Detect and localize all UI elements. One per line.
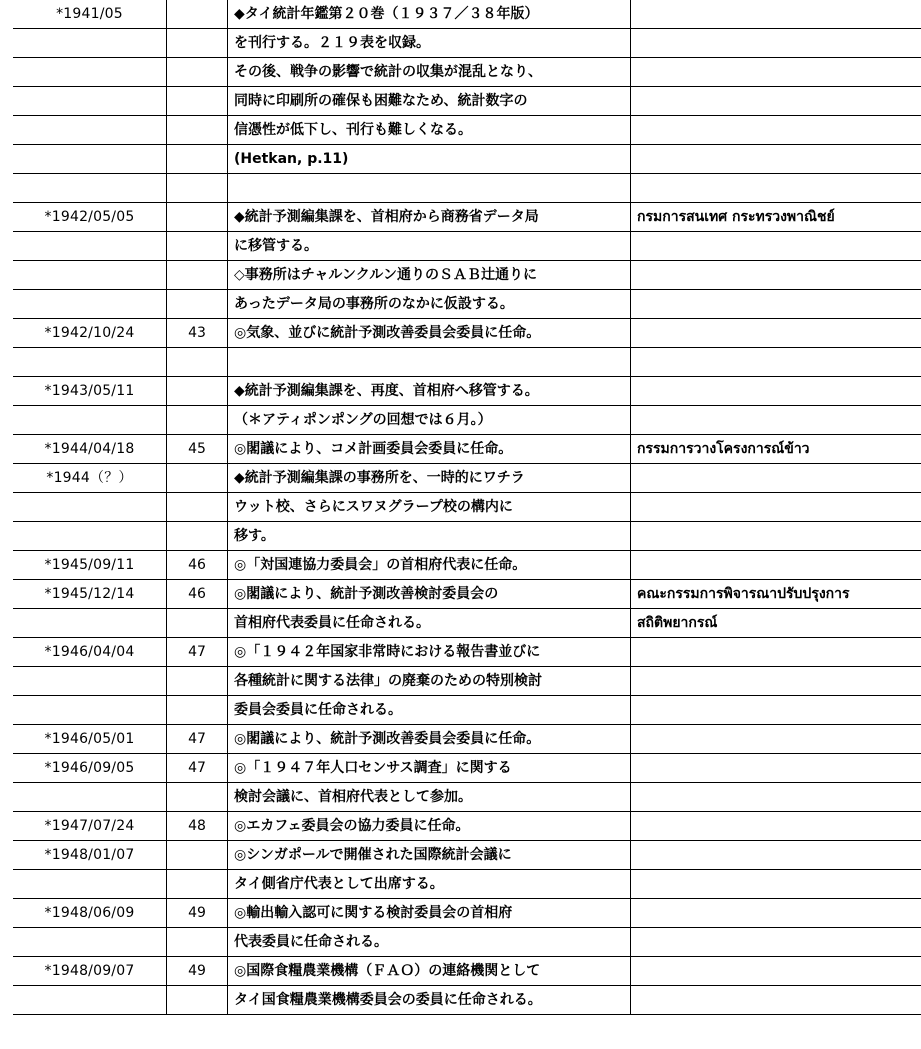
date-cell: *1944（？） xyxy=(13,464,167,493)
thai-term-cell xyxy=(631,87,921,116)
table-row xyxy=(13,754,921,783)
age-cell: 49 xyxy=(167,899,228,928)
thai-term-cell xyxy=(631,377,921,406)
date-cell xyxy=(13,87,167,116)
thai-term-cell: สถิติพยากรณ์ xyxy=(631,609,921,638)
age-cell: 46 xyxy=(167,551,228,580)
age-cell xyxy=(167,232,228,261)
age-cell xyxy=(167,29,228,58)
event-text-cell: ◎国際食糧農業機構（ＦＡＯ）の連絡機関として xyxy=(228,957,631,986)
date-cell xyxy=(13,116,167,145)
event-text-cell: 委員会委員に任命される。 xyxy=(228,696,631,725)
date-cell xyxy=(13,348,167,377)
table-row xyxy=(13,0,921,29)
table-row xyxy=(13,377,921,406)
event-text-cell: その後、戦争の影響で統計の収集が混乱となり、 xyxy=(228,58,631,87)
table-row xyxy=(13,116,921,145)
table-row xyxy=(13,348,921,377)
table-row xyxy=(13,522,921,551)
event-text-cell: あったデータ局の事務所のなかに仮設する。 xyxy=(228,290,631,319)
event-text-cell: ◎気象、並びに統計予測改善委員会委員に任命。 xyxy=(228,319,631,348)
event-text-cell: ◇事務所はチャルンクルン通りのＳＡＢ辻通りに xyxy=(228,261,631,290)
table-row xyxy=(13,493,921,522)
thai-term-cell xyxy=(631,986,921,1015)
thai-term-cell xyxy=(631,58,921,87)
date-cell: *1948/06/09 xyxy=(13,899,167,928)
age-cell xyxy=(167,841,228,870)
date-cell xyxy=(13,145,167,174)
thai-term-cell xyxy=(631,812,921,841)
event-text-cell: ◆タイ統計年鑑第２０巻（１９３７／３８年版） xyxy=(228,0,631,29)
date-cell: *1946/05/01 xyxy=(13,725,167,754)
table-row xyxy=(13,58,921,87)
age-cell: 43 xyxy=(167,319,228,348)
thai-term-cell xyxy=(631,290,921,319)
table-row xyxy=(13,580,921,609)
thai-term-cell: กรมการสนเทศ กระทรวงพาณิชย์ xyxy=(631,203,921,232)
event-text-cell: 首相府代表委員に任命される。 xyxy=(228,609,631,638)
date-cell xyxy=(13,232,167,261)
age-cell xyxy=(167,290,228,319)
thai-term-cell xyxy=(631,116,921,145)
date-cell: *1946/04/04 xyxy=(13,638,167,667)
thai-term-cell xyxy=(631,725,921,754)
table-row xyxy=(13,87,921,116)
date-cell xyxy=(13,174,167,203)
event-text-cell: 移す。 xyxy=(228,522,631,551)
chronology-table xyxy=(13,0,921,1015)
thai-term-cell xyxy=(631,29,921,58)
date-cell xyxy=(13,290,167,319)
thai-term-cell xyxy=(631,464,921,493)
table-row xyxy=(13,957,921,986)
event-text-cell: （＊アティポンポングの回想では６月。） xyxy=(228,406,631,435)
thai-term-cell xyxy=(631,261,921,290)
table-row xyxy=(13,638,921,667)
thai-term-cell xyxy=(631,174,921,203)
event-text-cell: ◎「対国連協力委員会」の首相府代表に任命。 xyxy=(228,551,631,580)
event-text-cell: (Hetkan, p.11) xyxy=(228,145,631,174)
age-cell xyxy=(167,522,228,551)
thai-term-cell xyxy=(631,928,921,957)
table-row xyxy=(13,406,921,435)
age-cell xyxy=(167,87,228,116)
table-row xyxy=(13,667,921,696)
age-cell: 47 xyxy=(167,638,228,667)
table-row xyxy=(13,609,921,638)
date-cell xyxy=(13,783,167,812)
age-cell xyxy=(167,261,228,290)
event-text-cell xyxy=(228,348,631,377)
event-text-cell: タイ国食糧農業機構委員会の委員に任命される。 xyxy=(228,986,631,1015)
event-text-cell: 各種統計に関する法律」の廃棄のための特別検討 xyxy=(228,667,631,696)
table-row xyxy=(13,928,921,957)
table-row xyxy=(13,870,921,899)
event-text-cell: に移管する。 xyxy=(228,232,631,261)
event-text-cell: ウット校、さらにスワヌグラープ校の構内に xyxy=(228,493,631,522)
date-cell: *1943/05/11 xyxy=(13,377,167,406)
event-text-cell: 代表委員に任命される。 xyxy=(228,928,631,957)
date-cell: *1947/07/24 xyxy=(13,812,167,841)
date-cell: *1945/09/11 xyxy=(13,551,167,580)
date-cell xyxy=(13,58,167,87)
date-cell: *1948/01/07 xyxy=(13,841,167,870)
date-cell xyxy=(13,609,167,638)
age-cell xyxy=(167,116,228,145)
event-text-cell: ◎閣議により、統計予測改善検討委員会の xyxy=(228,580,631,609)
age-cell xyxy=(167,203,228,232)
event-text-cell: ◎「１９４７年人口センサス調査」に関する xyxy=(228,754,631,783)
age-cell xyxy=(167,696,228,725)
date-cell: *1948/09/07 xyxy=(13,957,167,986)
thai-term-cell xyxy=(631,638,921,667)
date-cell xyxy=(13,928,167,957)
age-cell xyxy=(167,870,228,899)
date-cell: *1942/10/24 xyxy=(13,319,167,348)
thai-term-cell xyxy=(631,841,921,870)
age-cell xyxy=(167,493,228,522)
table-row xyxy=(13,232,921,261)
age-cell: 47 xyxy=(167,725,228,754)
thai-term-cell xyxy=(631,551,921,580)
age-cell xyxy=(167,783,228,812)
event-text-cell: ◎エカフェ委員会の協力委員に任命。 xyxy=(228,812,631,841)
event-text-cell: タイ側省庁代表として出席する。 xyxy=(228,870,631,899)
date-cell: *1941/05 xyxy=(13,0,167,29)
age-cell: 49 xyxy=(167,957,228,986)
event-text-cell: 信憑性が低下し、刊行も難しくなる。 xyxy=(228,116,631,145)
age-cell xyxy=(167,464,228,493)
event-text-cell: 検討会議に、首相府代表として参加。 xyxy=(228,783,631,812)
thai-term-cell xyxy=(631,145,921,174)
table-row xyxy=(13,841,921,870)
thai-term-cell xyxy=(631,319,921,348)
event-text-cell: ◎閣議により、統計予測改善委員会委員に任命。 xyxy=(228,725,631,754)
event-text-cell: を刊行する。２１９表を収録。 xyxy=(228,29,631,58)
date-cell xyxy=(13,870,167,899)
table-row xyxy=(13,174,921,203)
age-cell xyxy=(167,174,228,203)
table-row xyxy=(13,899,921,928)
table-row xyxy=(13,812,921,841)
date-cell xyxy=(13,406,167,435)
event-text-cell: ◆統計予測編集課を、首相府から商務省データ局 xyxy=(228,203,631,232)
table-row xyxy=(13,203,921,232)
date-cell: *1942/05/05 xyxy=(13,203,167,232)
thai-term-cell: กรรมการวางโครงการณ์ข้าว xyxy=(631,435,921,464)
thai-term-cell xyxy=(631,493,921,522)
event-text-cell xyxy=(228,174,631,203)
thai-term-cell xyxy=(631,899,921,928)
thai-term-cell xyxy=(631,232,921,261)
date-cell xyxy=(13,696,167,725)
event-text-cell: ◆統計予測編集課の事務所を、一時的にワチラ xyxy=(228,464,631,493)
thai-term-cell xyxy=(631,957,921,986)
date-cell: *1946/09/05 xyxy=(13,754,167,783)
event-text-cell: ◎シンガポールで開催された国際統計会議に xyxy=(228,841,631,870)
date-cell xyxy=(13,493,167,522)
event-text-cell: ◆統計予測編集課を、再度、首相府へ移管する。 xyxy=(228,377,631,406)
age-cell: 46 xyxy=(167,580,228,609)
table-row xyxy=(13,29,921,58)
event-text-cell: ◎輸出輸入認可に関する検討委員会の首相府 xyxy=(228,899,631,928)
thai-term-cell xyxy=(631,406,921,435)
table-row xyxy=(13,783,921,812)
table-row xyxy=(13,725,921,754)
age-cell: 48 xyxy=(167,812,228,841)
table-row xyxy=(13,261,921,290)
age-cell xyxy=(167,145,228,174)
age-cell xyxy=(167,928,228,957)
table-row xyxy=(13,290,921,319)
chronology-rows xyxy=(13,0,921,1015)
thai-term-cell xyxy=(631,870,921,899)
date-cell xyxy=(13,986,167,1015)
date-cell xyxy=(13,667,167,696)
thai-term-cell: คณะกรรมการพิจารณาปรับปรุงการ xyxy=(631,580,921,609)
table-row xyxy=(13,145,921,174)
event-text-cell: 同時に印刷所の確保も困難なため、統計数字の xyxy=(228,87,631,116)
age-cell xyxy=(167,667,228,696)
table-row xyxy=(13,696,921,725)
age-cell xyxy=(167,609,228,638)
date-cell: *1945/12/14 xyxy=(13,580,167,609)
date-cell xyxy=(13,29,167,58)
thai-term-cell xyxy=(631,522,921,551)
thai-term-cell xyxy=(631,783,921,812)
table-row xyxy=(13,319,921,348)
age-cell xyxy=(167,0,228,29)
table-row xyxy=(13,551,921,580)
age-cell xyxy=(167,377,228,406)
date-cell xyxy=(13,522,167,551)
event-text-cell: ◎「１９４２年国家非常時における報告書並びに xyxy=(228,638,631,667)
age-cell xyxy=(167,348,228,377)
thai-term-cell xyxy=(631,348,921,377)
thai-term-cell xyxy=(631,696,921,725)
table-row xyxy=(13,464,921,493)
age-cell: 45 xyxy=(167,435,228,464)
thai-term-cell xyxy=(631,754,921,783)
event-text-cell: ◎閣議により、コメ計画委員会委員に任命。 xyxy=(228,435,631,464)
table-row xyxy=(13,435,921,464)
date-cell: *1944/04/18 xyxy=(13,435,167,464)
age-cell xyxy=(167,58,228,87)
table-row xyxy=(13,986,921,1015)
age-cell xyxy=(167,986,228,1015)
age-cell xyxy=(167,406,228,435)
thai-term-cell xyxy=(631,667,921,696)
age-cell: 47 xyxy=(167,754,228,783)
thai-term-cell xyxy=(631,0,921,29)
date-cell xyxy=(13,261,167,290)
